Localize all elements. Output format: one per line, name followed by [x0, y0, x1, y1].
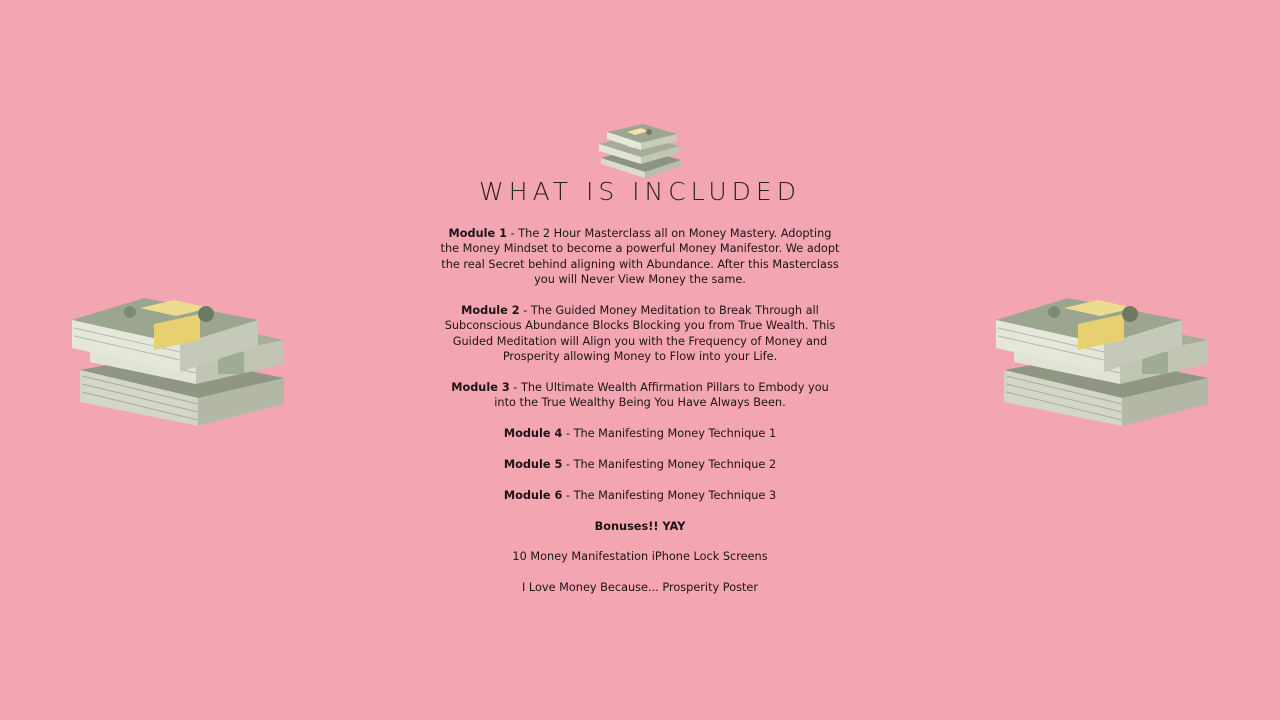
module-description: The Manifesting Money Technique 3 — [573, 488, 777, 502]
module-label: Module 2 — [461, 304, 520, 318]
module-label: Module 6 — [503, 488, 563, 502]
module-separator: - — [507, 227, 519, 240]
module-item — [440, 380, 840, 411]
module-separator: - — [509, 381, 521, 395]
module-label: Module 1 — [448, 227, 508, 240]
module-separator: - — [562, 488, 574, 502]
module-description: The Guided Money Meditation to Break Through all Subconscious Abundance Blocks Blocking you from True Wealth. This Guided Meditation will Align you with the Frequency of Money and Prosperity allowing Money to Flow into your Life. — [444, 304, 836, 364]
module-label: Module 5 — [503, 458, 563, 472]
module-separator: - — [562, 458, 574, 472]
module-item — [440, 488, 840, 503]
module-description: The Ultimate Wealth Affirmation Pillars to Embody you into the True Wealthy Being You Have Always Been. — [494, 381, 829, 410]
page-title: WHAT IS INCLUDED — [479, 177, 801, 206]
module-separator: - — [562, 427, 574, 441]
money-stack-top-image — [597, 124, 683, 178]
money-stack-icon — [70, 292, 288, 428]
money-stack-icon — [597, 124, 683, 178]
module-label: Module 4 — [503, 427, 563, 441]
module-description: The Manifesting Money Technique 2 — [573, 458, 777, 472]
module-item — [440, 457, 840, 472]
module-description: The Manifesting Money Technique 1 — [573, 427, 777, 441]
bonuses-heading-text: Bonuses!! YAY — [594, 519, 686, 533]
money-stack-right-image — [994, 292, 1212, 428]
module-label: Module 3 — [451, 381, 510, 395]
bonus-item: 10 Money Manifestation iPhone Lock Screens — [512, 550, 768, 564]
module-item — [440, 226, 840, 288]
money-stack-icon — [994, 292, 1212, 428]
bonuses-heading — [440, 519, 840, 534]
module-description: The 2 Hour Masterclass all on Money Mastery. Adopting the Money Mindset to become a powerful Money Manifestor. We adopt the real Secret behind aligning with Abundance. After this Masterclass you will Never View Money the same. — [440, 227, 840, 287]
included-list — [440, 226, 840, 611]
module-separator: - — [519, 304, 531, 318]
module-item — [440, 426, 840, 441]
module-item — [440, 303, 840, 365]
money-stack-left-image — [70, 292, 288, 428]
bonus-item: I Love Money Because... Prosperity Poster — [521, 581, 759, 595]
